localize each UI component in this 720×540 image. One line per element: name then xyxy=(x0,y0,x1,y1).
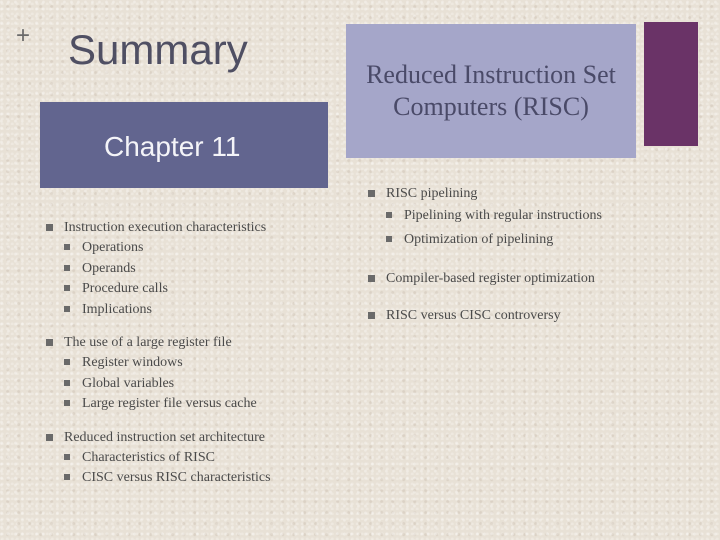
list-item xyxy=(46,333,346,415)
list-item xyxy=(46,428,346,489)
risc-title: Reduced Instruction Set Computers (RISC) xyxy=(366,60,616,121)
sub-list-item-label: Optimization of pipelining xyxy=(404,232,554,247)
plus-icon: + xyxy=(16,22,31,49)
sub-list-item-label: Large register file versus cache xyxy=(82,396,257,411)
sub-list-item-label: Register windows xyxy=(82,355,183,370)
sub-list-item-label: Implications xyxy=(82,301,152,317)
square-bullet-icon xyxy=(64,306,70,312)
list-item-label: RISC pipelining xyxy=(386,186,478,201)
square-bullet-icon xyxy=(64,359,70,365)
list-item-label: Reduced instruction set architecture xyxy=(64,429,265,445)
square-bullet-icon xyxy=(46,339,53,346)
sub-list-item-label: Operands xyxy=(82,260,136,276)
sub-list-item xyxy=(64,394,346,415)
accent-square xyxy=(644,22,698,146)
list-item-label: Instruction execution characteristics xyxy=(64,220,267,235)
square-bullet-icon xyxy=(64,400,70,406)
list-item xyxy=(46,218,346,320)
summary-title: Summary xyxy=(68,26,248,73)
left-bullet-list xyxy=(46,218,346,502)
list-item xyxy=(368,306,708,326)
sub-list-item-label: Characteristics of RISC xyxy=(82,449,215,465)
square-bullet-icon xyxy=(386,236,392,242)
square-bullet-icon xyxy=(64,474,70,480)
square-bullet-icon xyxy=(46,224,53,231)
square-bullet-icon xyxy=(46,434,53,441)
square-bullet-icon xyxy=(64,265,70,271)
square-bullet-icon xyxy=(386,212,392,218)
sub-list-item-label: Pipelining with regular instructions xyxy=(404,208,602,223)
square-bullet-icon xyxy=(368,275,375,282)
list-item-label: The use of a large register file xyxy=(64,335,232,350)
list-item-label: RISC versus CISC controversy xyxy=(386,308,561,323)
square-bullet-icon xyxy=(368,190,375,197)
sub-list-item xyxy=(64,468,346,489)
sub-list-item-label: CISC versus RISC characteristics xyxy=(82,470,271,485)
sub-list-item-label: Procedure calls xyxy=(82,281,168,296)
list-item xyxy=(368,269,708,289)
sub-list-item xyxy=(64,448,346,469)
sub-list-item-label: Operations xyxy=(82,240,144,255)
sub-list-item xyxy=(64,353,346,374)
right-bullet-list xyxy=(368,184,708,343)
sub-list-item-label: Global variables xyxy=(82,375,175,391)
square-bullet-icon xyxy=(64,454,70,460)
sub-list-item xyxy=(386,228,708,252)
chapter-label: Chapter 11 xyxy=(104,131,241,162)
square-bullet-icon xyxy=(64,380,70,386)
list-item xyxy=(368,184,708,252)
sub-list-item xyxy=(64,259,346,280)
sub-list-item xyxy=(64,238,346,259)
list-item-label: Compiler-based register optimization xyxy=(386,271,595,286)
square-bullet-icon xyxy=(368,312,375,319)
square-bullet-icon xyxy=(64,244,70,250)
sub-list-item xyxy=(386,204,708,228)
sub-list-item xyxy=(64,300,346,321)
risc-title-box xyxy=(346,24,636,158)
sub-list-item xyxy=(64,374,346,395)
square-bullet-icon xyxy=(64,285,70,291)
sub-list-item xyxy=(64,279,346,300)
